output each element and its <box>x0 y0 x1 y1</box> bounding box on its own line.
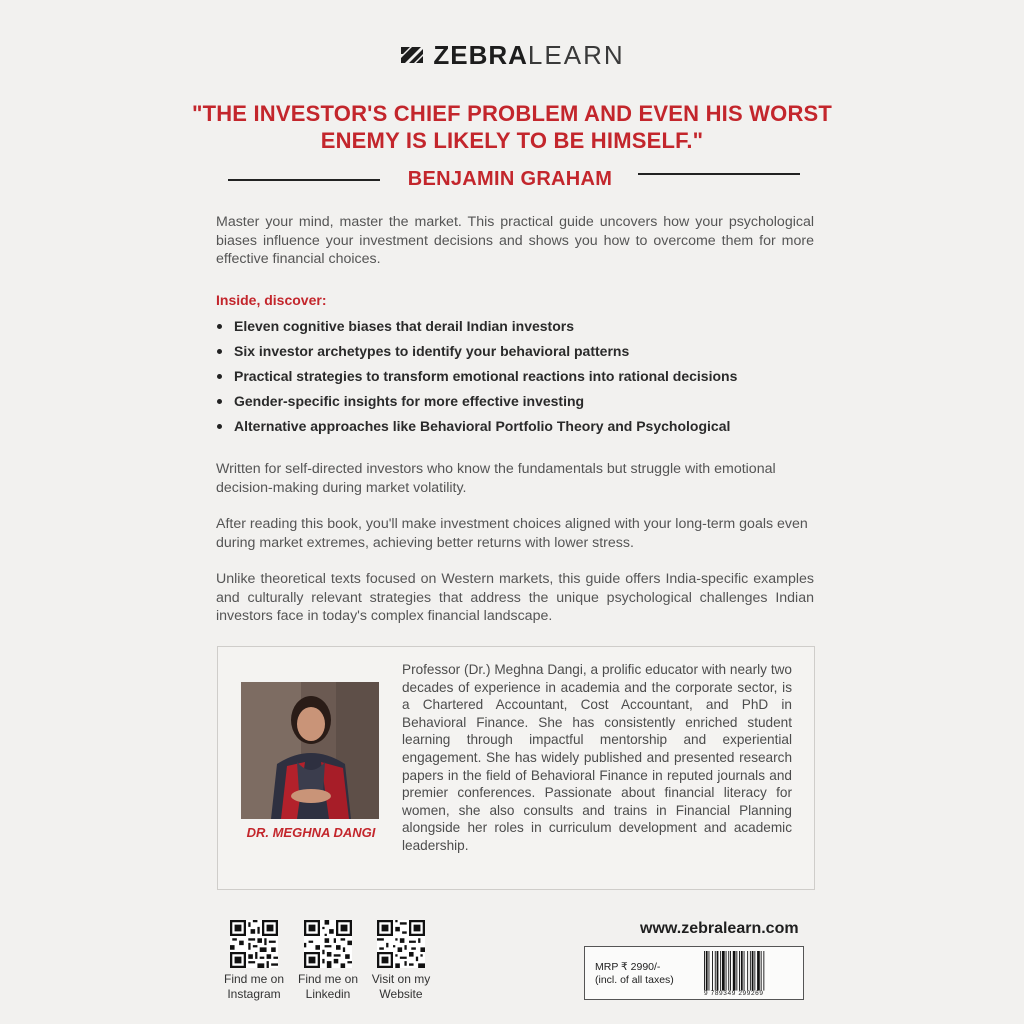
quote-attribution <box>228 166 800 194</box>
outcome-paragraph: After reading this book, you'll make investment choices aligned with your long-term goals even during market extremes, achieving better returns with lower stress. <box>216 516 808 551</box>
qr-icon <box>377 920 425 968</box>
qr-label-line: Instagram <box>227 987 281 1001</box>
qr-icon <box>304 920 352 968</box>
qr-label-line: Website <box>379 987 423 1001</box>
list-item: Alternative approaches like Behavioral Portfolio Theory and Psychological <box>216 416 816 441</box>
author-name: DR. MEGHNA DANGI <box>246 825 376 840</box>
barcode-bar <box>722 951 725 991</box>
author-box <box>217 646 815 890</box>
website-url[interactable]: www.zebralearn.com <box>640 920 799 937</box>
barcode <box>703 951 799 995</box>
quote-text: "THE INVESTOR'S CHIEF PROBLEM AND EVEN HIS WORST ENEMY IS LIKELY TO BE HIMSELF." <box>191 101 833 153</box>
tax-note: (incl. of all taxes) <box>595 974 674 986</box>
list-item: Gender-specific insights for more effective investing <box>216 391 816 416</box>
barcode-bar <box>744 951 745 991</box>
brand-name-bold: ZEBRA <box>433 40 528 70</box>
intro-paragraph: Master your mind, master the market. This practical guide uncovers how your psychological biases influence your investment decisions and shows you how to overcome them for more effective financial choices. <box>216 214 814 267</box>
quote-author: BENJAMIN GRAHAM <box>407 168 613 190</box>
qr-code-website[interactable] <box>377 920 425 968</box>
barcode-bar <box>741 951 743 991</box>
barcode-bar <box>706 951 708 991</box>
barcode-bar <box>747 951 748 991</box>
inside-heading: Inside, discover: <box>216 292 327 308</box>
barcode-bar <box>754 951 755 991</box>
qr-label-instagram <box>214 972 294 1002</box>
qr-code-linkedin[interactable] <box>304 920 352 968</box>
qr-label-line: Find me on <box>223 972 285 986</box>
barcode-bar <box>728 951 729 991</box>
barcode-bar <box>750 951 751 991</box>
author-bio: Professor (Dr.) Meghna Dangi, a prolific educator with nearly two decades of experience in academia and the corporate sector, is a Chartered Accountant, Cost Accountant, and PhD in Behavioral Finance. She has consistently enriched student learning through impactful mentorship and experiential engagement. She has widely published and presented research papers in the field of Behavioral Finance in reputed journals and premier conferences. Passionate about financial literacy for women, she also consults and trains in Financial Planning alongside her roles in curriculum development and academic leadership. <box>402 662 792 853</box>
barcode-bar <box>720 951 721 991</box>
qr-label-line: Visit on my <box>371 972 431 986</box>
brand-logo <box>0 40 1024 74</box>
barcode-bar <box>733 951 736 991</box>
india-paragraph: Unlike theoretical texts focused on Western markets, this guide offers India-specific examples and culturally relevant strategies that address the unique psychological challenges Indian investors face in today's complex financial landscape. <box>216 571 814 624</box>
mrp: MRP ₹ 2990/- <box>595 961 661 973</box>
divider-left <box>228 179 380 181</box>
inside-list <box>216 316 816 441</box>
barcode-bar <box>715 951 716 991</box>
qr-label-line: Linkedin <box>305 987 351 1001</box>
barcode-bar <box>726 951 727 991</box>
list-item: Eleven cognitive biases that derail Indian investors <box>216 316 816 341</box>
barcode-bar <box>717 951 719 991</box>
divider-right <box>638 173 800 175</box>
price-text <box>595 961 674 987</box>
price-box <box>584 946 804 1000</box>
qr-code-instagram[interactable] <box>230 920 278 968</box>
barcode-bar <box>739 951 740 991</box>
author-photo <box>241 682 379 819</box>
barcode-bar <box>763 951 764 991</box>
barcode-bar <box>709 951 710 991</box>
barcode-bar <box>757 951 760 991</box>
barcode-bar <box>704 951 705 991</box>
list-item: Practical strategies to transform emotional reactions into rational decisions <box>216 366 816 391</box>
qr-icon <box>230 920 278 968</box>
barcode-bar <box>761 951 762 991</box>
zebra-logo-icon <box>399 43 425 69</box>
qr-label-linkedin <box>288 972 368 1002</box>
brand-name-light: LEARN <box>527 40 625 70</box>
barcode-bar <box>752 951 754 991</box>
qr-label-line: Find me on <box>297 972 359 986</box>
list-item: Six investor archetypes to identify your behavioral patterns <box>216 341 816 366</box>
isbn-number: 9 789349 299269 <box>704 990 764 997</box>
barcode-bar <box>730 951 731 991</box>
barcode-bar <box>736 951 737 991</box>
qr-label-website <box>361 972 441 1002</box>
barcode-bar <box>712 951 713 991</box>
audience-paragraph: Written for self-directed investors who know the fundamentals but struggle with emotional decision-making during market volatility. <box>216 461 776 496</box>
